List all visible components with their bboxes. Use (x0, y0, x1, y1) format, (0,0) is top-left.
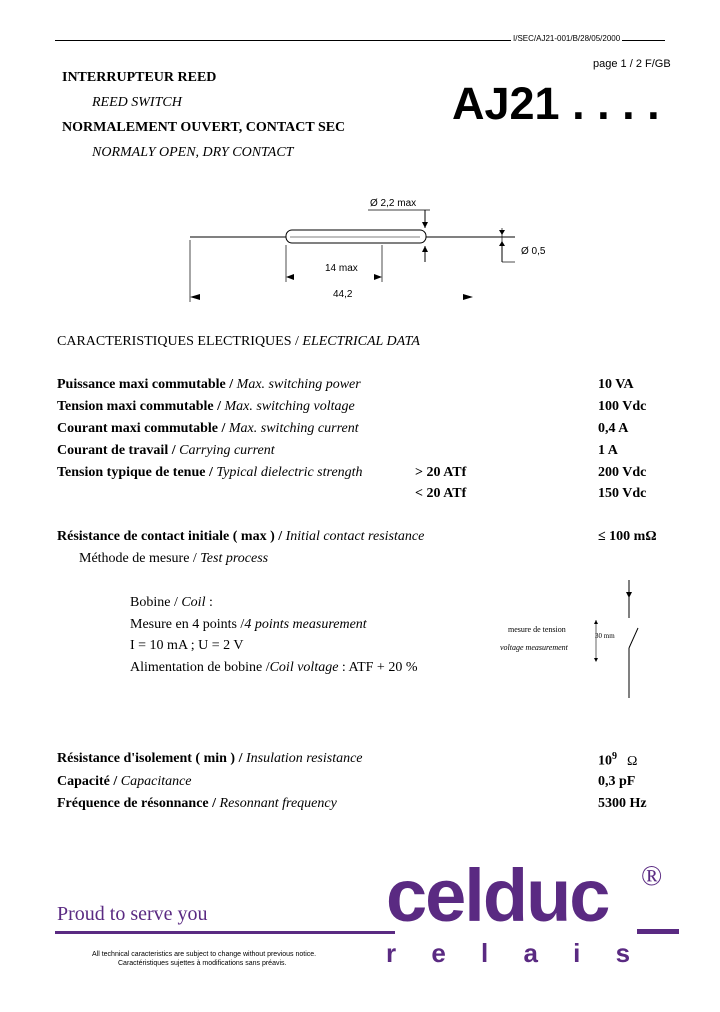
diagram-dimension: 30 mm (595, 632, 615, 640)
capacitance-label: Capacité / Capacitance (57, 774, 192, 789)
dim-total-length: 44,2 (333, 289, 353, 300)
table-row: Tension typique de tenue / Typical dielectric strength (57, 465, 363, 480)
table-row: Courant maxi commutable / Max. switching current (57, 421, 359, 436)
brand-logo: celduc (386, 854, 609, 937)
table-row: Puissance maxi commutable / Max. switching power (57, 377, 361, 392)
measure-method: Mesure en 4 points /4 points measurement (130, 617, 367, 632)
reed-switch-drawing (180, 190, 550, 310)
resonant-frequency-label: Fréquence de résonnance / Resonnant frequency (57, 796, 337, 811)
table-row-value: 100 Vdc (598, 399, 647, 414)
title-fr: INTERRUPTEUR REED (62, 70, 217, 85)
capacitance-value: 0,3 pF (598, 774, 636, 789)
registered-mark: ® (641, 861, 663, 892)
diagram-label-en: voltage measurement (500, 643, 568, 652)
dim-body-diameter: Ø 2,2 max (370, 198, 417, 209)
doc-reference: I/SEC/AJ21-001/B/28/05/2000 (513, 34, 621, 43)
page-number: page 1 / 2 F/GB (593, 58, 671, 70)
resonant-frequency-value: 5300 Hz (598, 796, 647, 811)
electrical-heading: CARACTERISTIQUES ELECTRIQUES / ELECTRICAL DATA (57, 334, 420, 349)
title-en: REED SWITCH (92, 95, 182, 110)
notice-en: All technical caracteristics are subject to change without previous notice. (92, 951, 317, 958)
table-row-condition: < 20 ATf (415, 486, 467, 501)
diagram-label-fr: mesure de tension (508, 625, 566, 634)
subtitle-fr: NORMALEMENT OUVERT, CONTACT SEC (62, 120, 346, 135)
table-row-condition: > 20 ATf (415, 465, 467, 480)
model-number: AJ21 . . . . (452, 78, 660, 129)
dim-lead-diameter: Ø 0,5 (521, 246, 546, 257)
dim-glass-length: 14 max (325, 263, 358, 274)
subtitle-en: NORMALY OPEN, DRY CONTACT (92, 145, 294, 160)
table-row: Courant de travail / Carrying current (57, 443, 275, 458)
table-row-value: 0,4 A (598, 421, 629, 436)
brand-underscore (637, 929, 679, 934)
brand-subtitle: r e l a i s (386, 938, 645, 968)
contact-resistance-label: Résistance de contact initiale ( max ) / Initial contact resistance (57, 529, 425, 544)
coil-supply: Alimentation de bobine /Coil voltage : ATF + 20 % (130, 660, 418, 675)
coil-label: Bobine / Coil : (130, 595, 213, 610)
table-row-value: 150 Vdc (598, 486, 647, 501)
table-row-value: 200 Vdc (598, 465, 647, 480)
contact-resistance-value: ≤ 100 mΩ (598, 529, 657, 544)
insulation-resistance-value: $10^9$ Ω (598, 751, 638, 769)
insulation-resistance-label: Résistance d'isolement ( min ) / Insulation resistance (57, 751, 363, 766)
table-row-value: 10 VA (598, 377, 634, 392)
slogan: Proud to serve you (57, 903, 208, 925)
test-conditions: I = 10 mA ; U = 2 V (130, 638, 244, 653)
slogan-underline (55, 931, 395, 934)
table-row: Tension maxi commutable / Max. switching voltage (57, 399, 355, 414)
test-method: Méthode de mesure / Test process (79, 551, 269, 566)
notice-fr: Caractéristiques sujettes à modifications sans préavis. (118, 960, 287, 967)
table-row-value: 1 A (598, 443, 618, 458)
